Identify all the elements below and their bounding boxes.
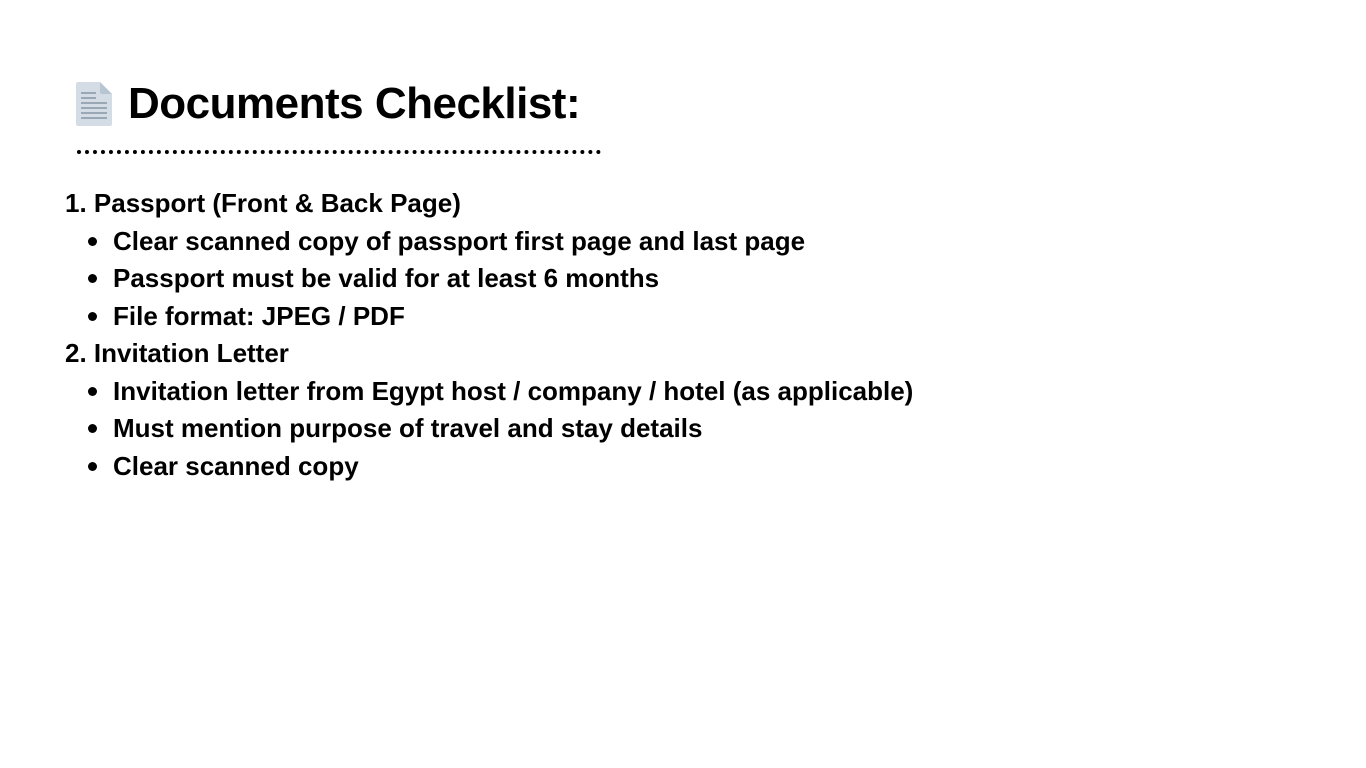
section-invitation-letter: [65, 335, 913, 485]
bullet-list: [65, 223, 913, 336]
list-item: [65, 373, 913, 411]
bullet-icon: [88, 274, 97, 283]
list-item-text: File format: JPEG / PDF: [113, 300, 405, 331]
list-item: [65, 223, 913, 261]
page-title: Documents Checklist:: [128, 79, 581, 128]
bullet-icon: [88, 237, 97, 246]
list-item: [65, 410, 913, 448]
bullet-icon: [88, 387, 97, 396]
list-item: [65, 260, 913, 298]
documents-checklist: [65, 185, 913, 485]
checklist-header: [74, 76, 580, 132]
section-passport: [65, 185, 913, 335]
list-item: [65, 298, 913, 336]
bullet-icon: [88, 462, 97, 471]
list-item-text: Clear scanned copy: [113, 450, 359, 481]
dotted-divider: [77, 150, 601, 154]
document-icon: [74, 80, 114, 128]
bullet-list: [65, 373, 913, 486]
list-item-text: Must mention purpose of travel and stay details: [113, 413, 703, 443]
list-item-text: Passport must be valid for at least 6 months: [113, 263, 660, 293]
list-item-text: Clear scanned copy of passport first page and last page: [113, 225, 806, 256]
list-item: [65, 448, 913, 486]
section-title: 2. Invitation Letter: [65, 338, 289, 368]
bullet-icon: [88, 424, 97, 433]
list-item-text: Invitation letter from Egypt host / company / hotel (as applicable): [113, 375, 914, 406]
section-title: 1. Passport (Front & Back Page): [65, 188, 461, 218]
bullet-icon: [88, 312, 97, 321]
